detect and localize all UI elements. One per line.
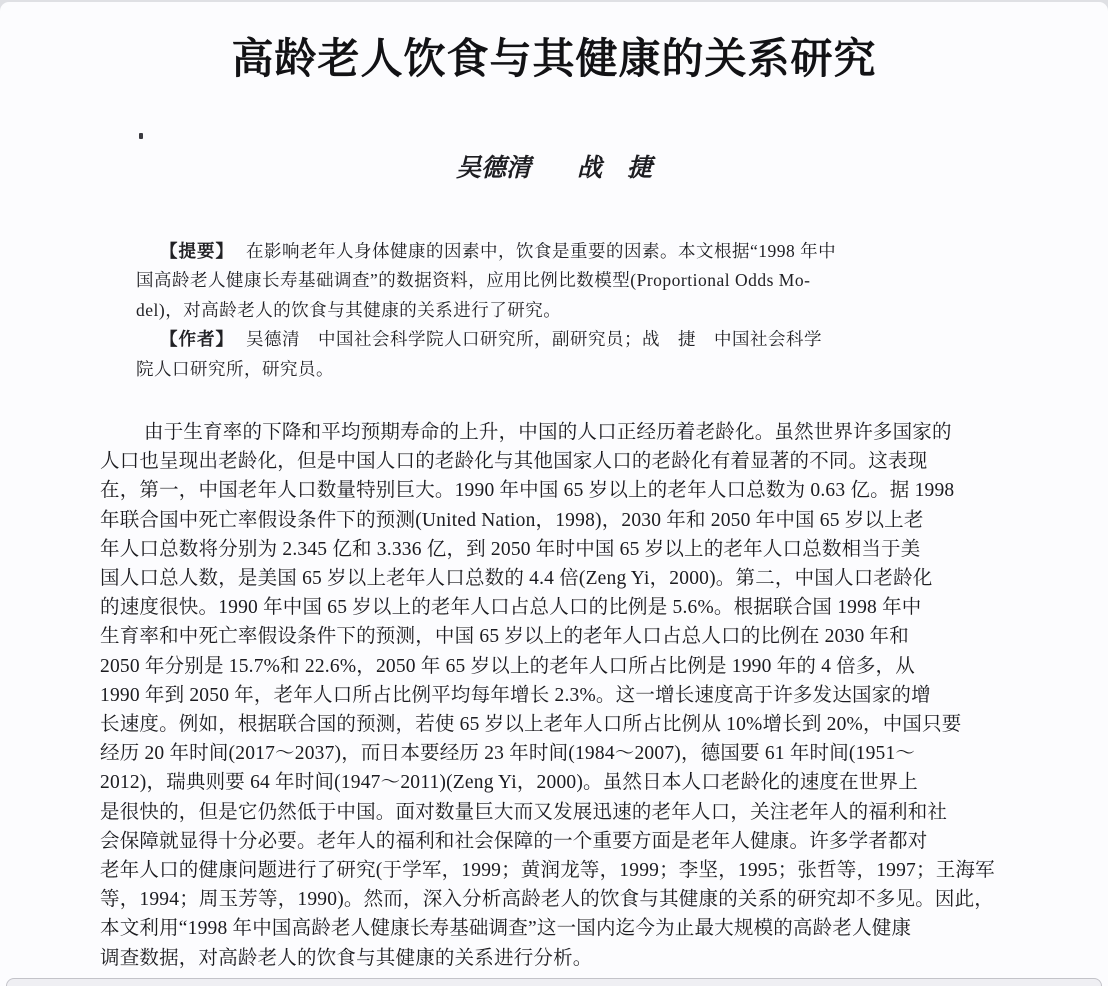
authors-line xyxy=(0,148,1108,184)
body-line: 年人口总数将分别为 2.345 亿和 3.336 亿，到 2050 年时中国 65 岁以上的老年人口总数相当于美 xyxy=(100,538,921,560)
body-line: 人口也呈现出老龄化，但是中国人口的老龄化与其他国家人口的老龄化有着显著的不同。这表现 xyxy=(100,451,928,473)
abstract-line xyxy=(136,237,968,266)
author-name-2: 战 捷 xyxy=(577,155,653,182)
authors-note-text: 吴德清 中国社会科学院人口研究所，副研究员；战 捷 中国社会科学 xyxy=(246,329,822,350)
body-line: 等，1994；周玉芳等，1990)。然而，深入分析高龄老人的饮食与其健康的关系的研究却不多见。因此， xyxy=(100,889,994,911)
body-line: 调查数据，对高龄老人的饮食与其健康的关系进行分析。 xyxy=(100,947,593,969)
body-line: 2012)，瑞典则要 64 年时间(1947～2011)(Zeng Yi，2000)。虽然日本人口老龄化的速度在世界上 xyxy=(100,772,918,794)
abstract-line: 国高龄老人健康长寿基础调查”的数据资料，应用比例比数模型(Proportional Odds Mo- xyxy=(136,270,811,291)
body-line: 会保障就显得十分必要。老年人的福利和社会保障的一个重要方面是老年人健康。许多学者都对 xyxy=(100,830,928,852)
abstract-line: del)，对高龄老人的饮食与其健康的关系进行了研究。 xyxy=(136,299,562,320)
abstract-label: 【提要】 xyxy=(160,241,234,261)
body-line: 的速度很快。1990 年中国 65 岁以上的老年人口占总人口的比例是 5.6%。根据联合国 1998 年中 xyxy=(100,597,922,619)
body-line: 是很快的，但是它仍然低于中国。面对数量巨大而又发展迅速的老年人口，关注老年人的福利和社 xyxy=(100,801,948,823)
body-line: 2050 年分别是 15.7%和 22.6%，2050 年 65 岁以上的老年人口所占比例是 1990 年的 4 倍多，从 xyxy=(100,655,915,677)
body-line: 经历 20 年时间(2017～2037)，而日本要经历 23 年时间(1984～2007)，德国要 61 年时间(1951～ xyxy=(100,743,916,765)
body-paragraph xyxy=(100,418,1014,973)
page-title: 高龄老人饮食与其健康的关系研究 xyxy=(231,37,877,83)
next-page-card-edge xyxy=(6,978,1102,986)
abstract-text: 在影响老年人身体健康的因素中，饮食是重要的因素。本文根据“1998 年中 xyxy=(246,241,837,261)
body-line: 由于生育率的下降和平均预期寿命的上升，中国的人口正经历着老龄化。虽然世界许多国家的 xyxy=(144,422,952,443)
paper-page xyxy=(0,2,1108,986)
authors-note-line: 院人口研究所，研究员。 xyxy=(136,358,334,379)
body-line: 本文利用“1998 年中国高龄老人健康长寿基础调查”这一国内迄今为止最大规模的高龄老人健康 xyxy=(100,918,912,940)
body-line: 老年人口的健康问题进行了研究(于学军，1999；黄润龙等，1999；李坚，1995；张哲等，1997；王海军 xyxy=(100,860,995,882)
body-line: 在，第一，中国老年人口数量特别巨大。1990 年中国 65 岁以上的老年人口总数为 0.63 亿。据 1998 xyxy=(100,480,955,502)
author-name-1: 吴德清 xyxy=(455,155,531,182)
body-line: 长速度。例如，根据联合国的预测，若使 65 岁以上老年人口所占比例从 10%增长到 20%，中国只要 xyxy=(100,714,962,736)
scan-speck xyxy=(139,133,143,139)
body-line: 国人口总人数，是美国 65 岁以上老年人口总数的 4.4 倍(Zeng Yi，2000)。第二，中国人口老龄化 xyxy=(100,568,933,590)
abstract-section xyxy=(136,237,968,384)
body-line: 年联合国中死亡率假设条件下的预测(United Nation，1998)，2030 年和 2050 年中国 65 岁以上老 xyxy=(100,509,924,531)
body-line: 1990 年到 2050 年，老年人口所占比例平均每年增长 2.3%。这一增长速度高于许多发达国家的增 xyxy=(100,684,931,706)
body-line: 生育率和中死亡率假设条件下的预测，中国 65 岁以上的老年人口占总人口的比例在 2030 年和 xyxy=(100,626,909,648)
authors-note-line xyxy=(136,325,968,354)
authors-note-label: 【作者】 xyxy=(160,329,234,350)
